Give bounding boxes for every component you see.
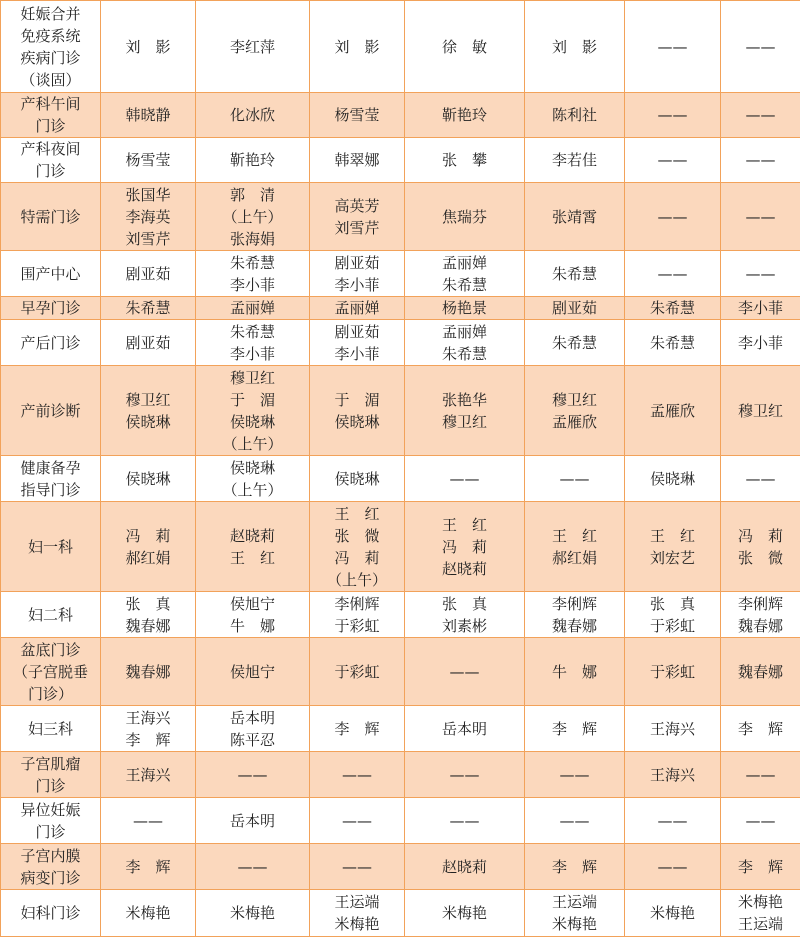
- dept-name-cell: 早孕门诊: [1, 297, 101, 320]
- doctor-cell: 朱希慧 李小菲: [196, 320, 310, 366]
- doctor-cell: 化冰欣: [196, 93, 310, 138]
- doctor-cell: 郭 清 （上午） 张海娟: [196, 183, 310, 251]
- doctor-cell: 李红萍: [196, 1, 310, 93]
- doctor-cell: 侯晓琳: [101, 456, 196, 502]
- doctor-cell: ——: [625, 1, 721, 93]
- doctor-cell: 侯晓琳: [310, 456, 405, 502]
- table-row: [1, 183, 800, 251]
- doctor-cell: 朱希慧: [625, 320, 721, 366]
- doctor-cell: 陈利社: [525, 93, 625, 138]
- doctor-cell: ——: [310, 752, 405, 798]
- doctor-cell: 朱希慧: [525, 251, 625, 297]
- doctor-cell: 杨雪莹: [310, 93, 405, 138]
- doctor-cell: 孟雁欣: [625, 366, 721, 456]
- doctor-cell: 李小菲: [721, 320, 800, 366]
- table-row: [1, 366, 800, 456]
- doctor-cell: 于彩虹: [310, 638, 405, 706]
- doctor-cell: 侯旭宁 牛 娜: [196, 592, 310, 638]
- doctor-cell: 米梅艳: [196, 890, 310, 937]
- doctor-cell: ——: [625, 183, 721, 251]
- dept-name-cell: 妇科门诊: [1, 890, 101, 937]
- doctor-cell: 王 红 刘宏艺: [625, 502, 721, 592]
- doctor-cell: 王 红 郝红娟: [525, 502, 625, 592]
- doctor-cell: ——: [721, 456, 800, 502]
- doctor-cell: 冯 莉 张 微: [721, 502, 800, 592]
- doctor-cell: 李 辉: [525, 706, 625, 752]
- doctor-cell: 张 真 刘素彬: [405, 592, 525, 638]
- schedule-body: [1, 1, 800, 937]
- doctor-cell: 刘 影: [310, 1, 405, 93]
- table-row: [1, 138, 800, 183]
- doctor-cell: 李 辉: [101, 844, 196, 890]
- doctor-cell: 王运端 米梅艳: [525, 890, 625, 937]
- table-row: [1, 251, 800, 297]
- doctor-cell: 高英芳 刘雪芹: [310, 183, 405, 251]
- table-row: [1, 320, 800, 366]
- table-row: [1, 638, 800, 706]
- table-row: [1, 798, 800, 844]
- doctor-cell: 剧亚茹 李小菲: [310, 251, 405, 297]
- doctor-cell: 朱希慧: [525, 320, 625, 366]
- doctor-cell: ——: [405, 638, 525, 706]
- dept-name-cell: 妊娠合并 免疫系统 疾病门诊 （谈固）: [1, 1, 101, 93]
- doctor-cell: ——: [721, 183, 800, 251]
- dept-name-cell: 子宫肌瘤 门诊: [1, 752, 101, 798]
- doctor-cell: ——: [196, 844, 310, 890]
- doctor-cell: 剧亚茹 李小菲: [310, 320, 405, 366]
- doctor-cell: 岳本明: [405, 706, 525, 752]
- doctor-cell: 刘 影: [525, 1, 625, 93]
- doctor-cell: 赵晓莉: [405, 844, 525, 890]
- doctor-cell: 李 辉: [721, 706, 800, 752]
- doctor-cell: ——: [721, 251, 800, 297]
- doctor-cell: 侯晓琳 （上午）: [196, 456, 310, 502]
- doctor-cell: 朱希慧: [101, 297, 196, 320]
- doctor-cell: ——: [525, 456, 625, 502]
- doctor-cell: 李 辉: [310, 706, 405, 752]
- doctor-cell: ——: [721, 138, 800, 183]
- table-row: [1, 502, 800, 592]
- doctor-cell: 张靖霄: [525, 183, 625, 251]
- doctor-cell: 米梅艳: [625, 890, 721, 937]
- dept-name-cell: 妇一科: [1, 502, 101, 592]
- doctor-cell: 靳艳玲: [405, 93, 525, 138]
- doctor-cell: 韩翠娜: [310, 138, 405, 183]
- doctor-cell: 张国华 李海英 刘雪芹: [101, 183, 196, 251]
- table-row: [1, 93, 800, 138]
- doctor-cell: 王海兴 李 辉: [101, 706, 196, 752]
- doctor-cell: ——: [625, 251, 721, 297]
- doctor-cell: 穆卫红 于 湄 侯晓琳 （上午）: [196, 366, 310, 456]
- doctor-cell: 剧亚茹: [101, 320, 196, 366]
- table-row: [1, 706, 800, 752]
- doctor-cell: 岳本明 陈平忍: [196, 706, 310, 752]
- doctor-cell: 王海兴: [625, 752, 721, 798]
- doctor-cell: 杨雪莹: [101, 138, 196, 183]
- dept-name-cell: 盆底门诊 （子宫脱垂 门诊）: [1, 638, 101, 706]
- doctor-cell: 米梅艳: [405, 890, 525, 937]
- doctor-cell: ——: [721, 93, 800, 138]
- doctor-cell: ——: [625, 798, 721, 844]
- doctor-cell: 李俐辉 魏春娜: [721, 592, 800, 638]
- doctor-cell: 张 真 于彩虹: [625, 592, 721, 638]
- doctor-cell: 孟丽婵 朱希慧: [405, 251, 525, 297]
- doctor-cell: 岳本明: [196, 798, 310, 844]
- doctor-cell: ——: [405, 752, 525, 798]
- doctor-cell: ——: [405, 798, 525, 844]
- doctor-cell: 于 湄 侯晓琳: [310, 366, 405, 456]
- dept-name-cell: 产科午间 门诊: [1, 93, 101, 138]
- doctor-cell: 王 红 张 微 冯 莉 （上午）: [310, 502, 405, 592]
- doctor-cell: 李小菲: [721, 297, 800, 320]
- table-row: [1, 844, 800, 890]
- doctor-cell: 米梅艳: [101, 890, 196, 937]
- doctor-cell: 王 红 冯 莉 赵晓莉: [405, 502, 525, 592]
- doctor-cell: ——: [721, 752, 800, 798]
- dept-name-cell: 妇二科: [1, 592, 101, 638]
- dept-name-cell: 围产中心: [1, 251, 101, 297]
- doctor-cell: 穆卫红 侯晓琳: [101, 366, 196, 456]
- dept-name-cell: 子宫内膜 病变门诊: [1, 844, 101, 890]
- doctor-cell: 焦瑞芬: [405, 183, 525, 251]
- doctor-cell: 朱希慧: [625, 297, 721, 320]
- doctor-cell: ——: [721, 1, 800, 93]
- doctor-cell: ——: [625, 93, 721, 138]
- dept-name-cell: 产前诊断: [1, 366, 101, 456]
- doctor-cell: 穆卫红 孟雁欣: [525, 366, 625, 456]
- table-row: [1, 592, 800, 638]
- table-row: [1, 1, 800, 93]
- dept-name-cell: 妇三科: [1, 706, 101, 752]
- doctor-cell: 牛 娜: [525, 638, 625, 706]
- doctor-cell: 侯晓琳: [625, 456, 721, 502]
- doctor-cell: 李俐辉 于彩虹: [310, 592, 405, 638]
- doctor-cell: 孟丽婵: [196, 297, 310, 320]
- doctor-cell: 李俐辉 魏春娜: [525, 592, 625, 638]
- doctor-cell: ——: [525, 752, 625, 798]
- doctor-cell: 穆卫红: [721, 366, 800, 456]
- doctor-cell: 于彩虹: [625, 638, 721, 706]
- dept-name-cell: 异位妊娠 门诊: [1, 798, 101, 844]
- doctor-cell: 徐 敏: [405, 1, 525, 93]
- doctor-cell: 王海兴: [101, 752, 196, 798]
- doctor-cell: ——: [625, 844, 721, 890]
- doctor-cell: 冯 莉 郝红娟: [101, 502, 196, 592]
- doctor-cell: 剧亚茹: [525, 297, 625, 320]
- doctor-cell: 米梅艳 王运端: [721, 890, 800, 937]
- doctor-cell: 侯旭宁: [196, 638, 310, 706]
- doctor-cell: 靳艳玲: [196, 138, 310, 183]
- doctor-cell: ——: [196, 752, 310, 798]
- doctor-cell: 韩晓静: [101, 93, 196, 138]
- table-row: [1, 297, 800, 320]
- doctor-cell: 李 辉: [721, 844, 800, 890]
- doctor-cell: 魏春娜: [101, 638, 196, 706]
- dept-name-cell: 特需门诊: [1, 183, 101, 251]
- doctor-cell: ——: [625, 138, 721, 183]
- doctor-cell: ——: [405, 456, 525, 502]
- doctor-cell: 李 辉: [525, 844, 625, 890]
- doctor-cell: ——: [721, 798, 800, 844]
- doctor-cell: 王运端 米梅艳: [310, 890, 405, 937]
- doctor-cell: ——: [310, 844, 405, 890]
- doctor-cell: 孟丽婵 朱希慧: [405, 320, 525, 366]
- dept-name-cell: 产科夜间 门诊: [1, 138, 101, 183]
- doctor-cell: 李若佳: [525, 138, 625, 183]
- doctor-cell: 张 攀: [405, 138, 525, 183]
- table-row: [1, 752, 800, 798]
- dept-name-cell: 健康备孕 指导门诊: [1, 456, 101, 502]
- doctor-cell: 赵晓莉 王 红: [196, 502, 310, 592]
- doctor-cell: 张艳华 穆卫红: [405, 366, 525, 456]
- doctor-cell: 杨艳景: [405, 297, 525, 320]
- doctor-cell: 朱希慧 李小菲: [196, 251, 310, 297]
- doctor-cell: ——: [310, 798, 405, 844]
- doctor-cell: 魏春娜: [721, 638, 800, 706]
- doctor-cell: 剧亚茹: [101, 251, 196, 297]
- doctor-cell: ——: [101, 798, 196, 844]
- table-row: [1, 456, 800, 502]
- doctor-cell: 孟丽婵: [310, 297, 405, 320]
- doctor-cell: ——: [525, 798, 625, 844]
- table-row: [1, 890, 800, 937]
- doctor-cell: 张 真 魏春娜: [101, 592, 196, 638]
- dept-name-cell: 产后门诊: [1, 320, 101, 366]
- doctor-cell: 王海兴: [625, 706, 721, 752]
- doctor-cell: 刘 影: [101, 1, 196, 93]
